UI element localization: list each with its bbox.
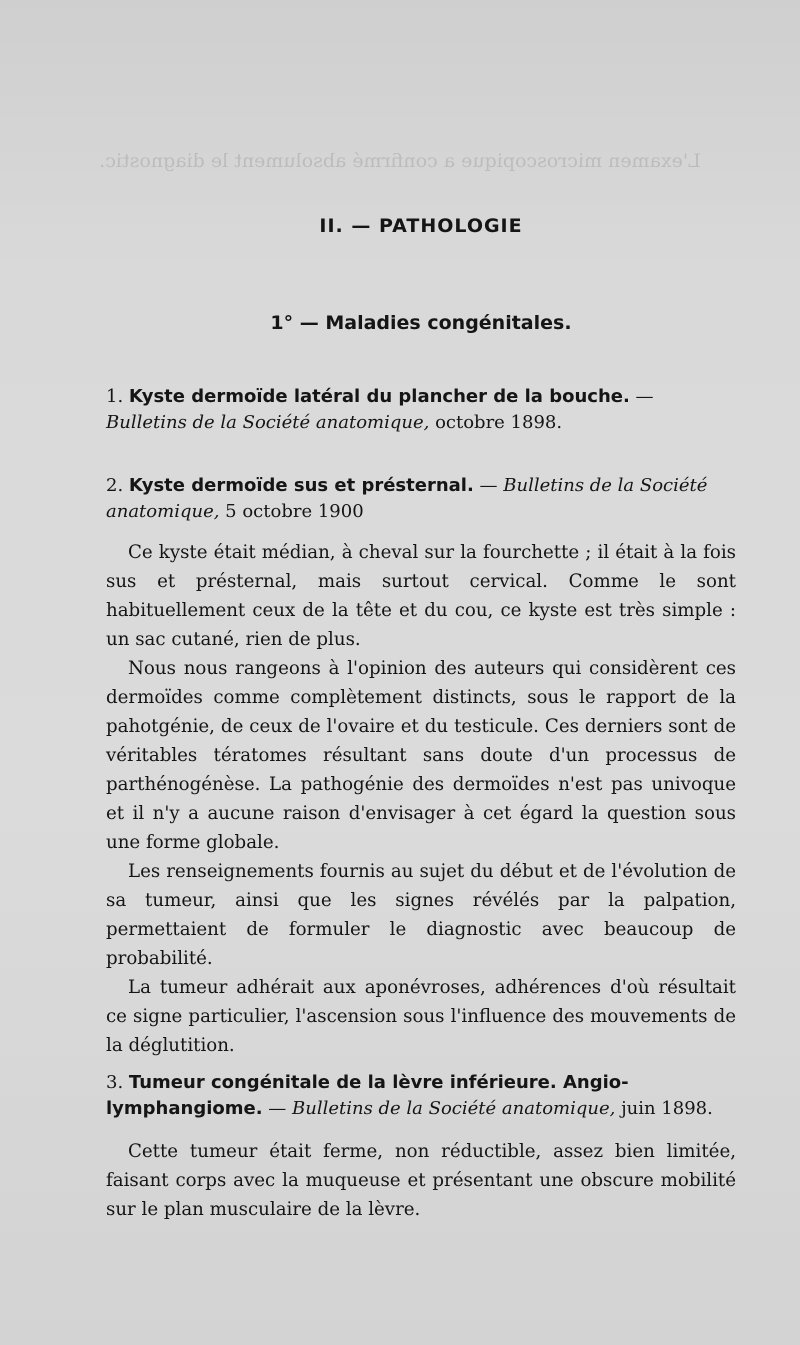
entry-source: Bulletins de la Société anatomique, <box>106 475 708 522</box>
paragraph: Nous nous rangeons à l'opinion des auteurs qui considèrent ces dermoïdes comme complètement distincts, sous le rapport de la pahotgénie, de ceux de l'ovaire et du testicule. Ces derniers sont de véritables tératomes résultant sans doute d'un processus de parthénogénèse. La pathogénie des dermoïdes n'est pas univoque et il n'y a aucune raison d'envisager à cet égard la question sous une forme globale. <box>106 658 736 853</box>
paragraph: La tumeur adhérait aux aponévroses, adhérences d'où résultait ce signe particulier, l'ascension sous l'influence des mouvements de la déglutition. <box>106 977 736 1056</box>
entry-2 <box>106 473 736 525</box>
entry-dash: — <box>262 1098 292 1119</box>
entry-number: 2. <box>106 475 124 496</box>
entry-date: octobre 1898. <box>429 412 563 433</box>
entry-number: 1. <box>106 386 124 407</box>
entry-date: juin 1898. <box>615 1098 713 1119</box>
entry-3-body <box>106 1137 736 1224</box>
entry-dash: — <box>473 475 504 496</box>
entry-dash: — <box>629 386 654 407</box>
paragraph: Les renseignements fournis au sujet du début et de l'évolution de sa tumeur, ainsi que les signes révélés par la palpation, permettaient de formuler le diagnostic avec beaucoup de probabilité. <box>106 861 736 969</box>
entry-title: Tumeur congénitale de la lèvre inférieure. Angio-lymphangiome. <box>106 1072 629 1119</box>
entry-source: Bulletins de la Société anatomique, <box>106 412 430 433</box>
entry-1 <box>106 384 736 436</box>
paragraph: Ce kyste était médian, à cheval sur la fourchette ; il était à la fois sus et présternal, mais surtout cervical. Comme le sont habituellement ceux de la tête et du cou, ce kyste est très simple : un sac cutané, rien de plus. <box>106 542 736 650</box>
entry-source: Bulletins de la Société anatomique, <box>292 1098 616 1119</box>
section-heading: II. — PATHOLOGIE <box>319 215 523 237</box>
paragraph: Cette tumeur était ferme, non réductible, assez bien limitée, faisant corps avec la muqueuse et présentant une obscure mobilité sur le plan musculaire de la lèvre. <box>106 1141 736 1220</box>
entry-number: 3. <box>106 1072 124 1093</box>
entry-date: 5 octobre 1900 <box>219 501 364 522</box>
entry-title: Kyste dermoïde latéral du plancher de la bouche. <box>128 386 630 407</box>
bleed-through-text: L'examen microscopique a confirmé absolument le diagnostic. <box>99 150 701 172</box>
entry-title: Kyste dermoïde sus et présternal. <box>128 475 474 496</box>
entry-2-body <box>106 538 736 1060</box>
entry-3 <box>106 1070 736 1122</box>
subsection-heading: 1° — Maladies congénitales. <box>270 312 572 334</box>
